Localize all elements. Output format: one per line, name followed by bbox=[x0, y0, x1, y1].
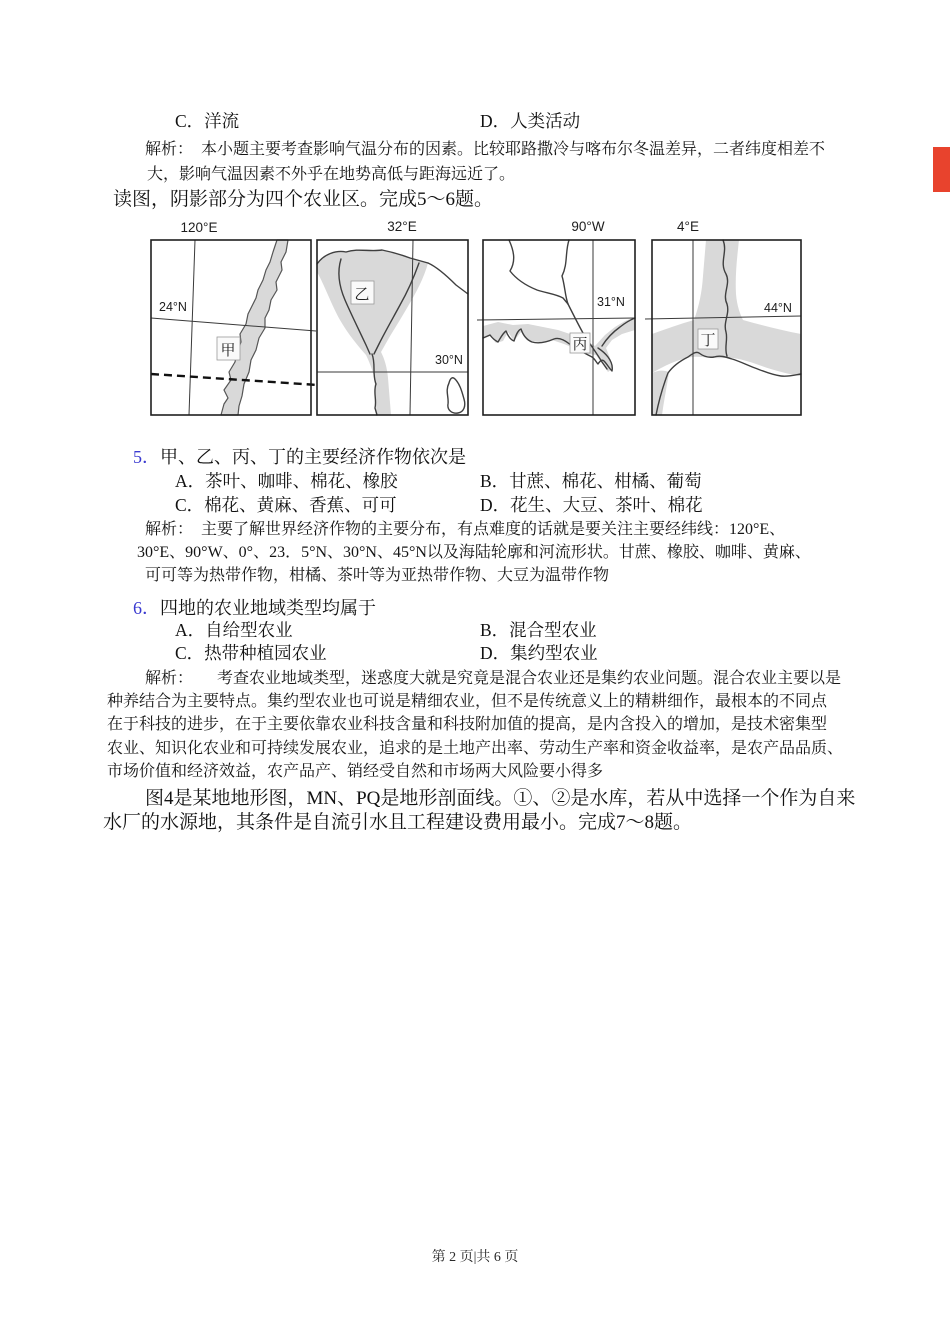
q4-analysis-line2: 大，影响气温因素不外乎在地势高低与距海远近了。 bbox=[147, 166, 516, 183]
rhone-valley-shade bbox=[694, 240, 743, 320]
page-footer: 第 2 页|共 6 页 bbox=[431, 1250, 519, 1265]
q5-option-a: A．茶叶、咖啡、棉花、橡胶 bbox=[175, 471, 398, 491]
q6-option-c: C．热带种植园农业 bbox=[175, 643, 327, 663]
meridian-line bbox=[189, 240, 195, 415]
q4-option-d: D．人类活动 bbox=[480, 111, 581, 131]
q6-stem bbox=[133, 597, 376, 620]
q6-analysis-line3: 在于科技的进步，在于主要依靠农业科技含量和科技附加值的提高，是内含投入的增加，是技术密集型 bbox=[107, 716, 828, 733]
longitude-label: 32°E bbox=[387, 219, 417, 234]
q7-intro-line2: 水厂的水源地，其条件是自流引水且工程建设费用最小。完成7～8题。 bbox=[103, 812, 693, 833]
q6-analysis-line2: 种养结合为主要特点。集约型农业也可说是精细农业，但不是传统意义上的精耕细作，最根本的不同点 bbox=[107, 693, 828, 710]
map-panel-jia bbox=[151, 220, 318, 415]
q6-option-a: A．自给型农业 bbox=[175, 620, 293, 640]
agriculture-maps-figure bbox=[0, 0, 950, 450]
q5-number: 5． bbox=[133, 447, 160, 467]
map-panel-yi bbox=[317, 219, 468, 415]
latitude-label: 31°N bbox=[597, 295, 625, 309]
river-east-branch bbox=[562, 240, 569, 304]
taiwan-island-shape bbox=[221, 240, 288, 415]
q5-option-b: B．甘蔗、棉花、柑橘、葡萄 bbox=[480, 471, 702, 491]
q5-stem bbox=[133, 446, 466, 469]
region-label: 乙 bbox=[354, 287, 370, 303]
q5-analysis-line1: 解析： 主要了解世界经济作物的主要分布，有点难度的话就是要关注主要经纬线：120°E、 bbox=[145, 521, 786, 538]
q6-option-b: B．混合型农业 bbox=[480, 620, 597, 640]
q6-option-d: D．集约型农业 bbox=[480, 643, 598, 663]
q5-option-d: D．花生、大豆、茶叶、棉花 bbox=[480, 495, 703, 515]
longitude-label: 4°E bbox=[677, 219, 699, 234]
map-panel-bing bbox=[477, 219, 635, 415]
q6-analysis-line5: 市场价值和经济效益，农产品产、销经受自然和市场两大风险要小得多 bbox=[107, 763, 604, 780]
q4-analysis-line1: 解析： 本小题主要考查影响气温分布的因素。比较耶路撒冷与喀布尔冬温差异，二者纬度相差不 bbox=[145, 141, 826, 158]
latitude-line bbox=[151, 318, 316, 331]
longitude-label: 120°E bbox=[180, 220, 218, 235]
q7-intro-line1: 图4是某地地形图，MN、PQ是地形剖面线。①、②是水库，若从中选择一个作为自来 bbox=[145, 788, 856, 809]
map-panel-ding bbox=[645, 219, 801, 415]
river-west-branch bbox=[509, 240, 568, 304]
q6-analysis-line4: 农业、知识化农业和可持续发展农业，追求的是土地产出率、劳动生产率和资金收益率，是农产品品质、 bbox=[107, 740, 844, 757]
q6-analysis-line1: 解析： 考查农业地域类型，迷惑度大就是究竟是混合农业还是集约农业问题。混合农业主要以是 bbox=[145, 670, 842, 687]
east-coastline bbox=[428, 263, 468, 294]
latitude-line bbox=[477, 318, 635, 320]
q6-stem-text: 四地的农业地域类型均属于 bbox=[160, 598, 376, 618]
q4-option-c: C．洋流 bbox=[175, 111, 240, 131]
region-label: 甲 bbox=[220, 343, 236, 359]
q5-analysis-line3: 可可等为热带作物，柑橘、茶叶等为亚热带作物、大豆为温带作物 bbox=[145, 567, 610, 584]
latitude-label: 44°N bbox=[764, 301, 792, 315]
longitude-label: 90°W bbox=[571, 219, 605, 234]
maps-intro-text: 读图，阴影部分为四个农业区。完成5～6题。 bbox=[113, 189, 494, 210]
region-label: 丙 bbox=[572, 337, 588, 353]
q6-number: 6． bbox=[133, 598, 160, 618]
latitude-label: 24°N bbox=[159, 300, 187, 314]
cyprus-island-outline bbox=[447, 378, 465, 413]
q5-stem-text: 甲、乙、丙、丁的主要经济作物依次是 bbox=[160, 447, 466, 467]
q5-option-c: C．棉花、黄麻、香蕉、可可 bbox=[175, 495, 397, 515]
q5-analysis-line2: 30°E、90°W、0°、23．5°N、30°N、45°N以及海陆轮廓和河流形状。甘蔗、橡胶、咖啡、黄麻、 bbox=[137, 544, 811, 561]
latitude-label: 30°N bbox=[435, 353, 463, 367]
region-label: 丁 bbox=[700, 333, 716, 349]
